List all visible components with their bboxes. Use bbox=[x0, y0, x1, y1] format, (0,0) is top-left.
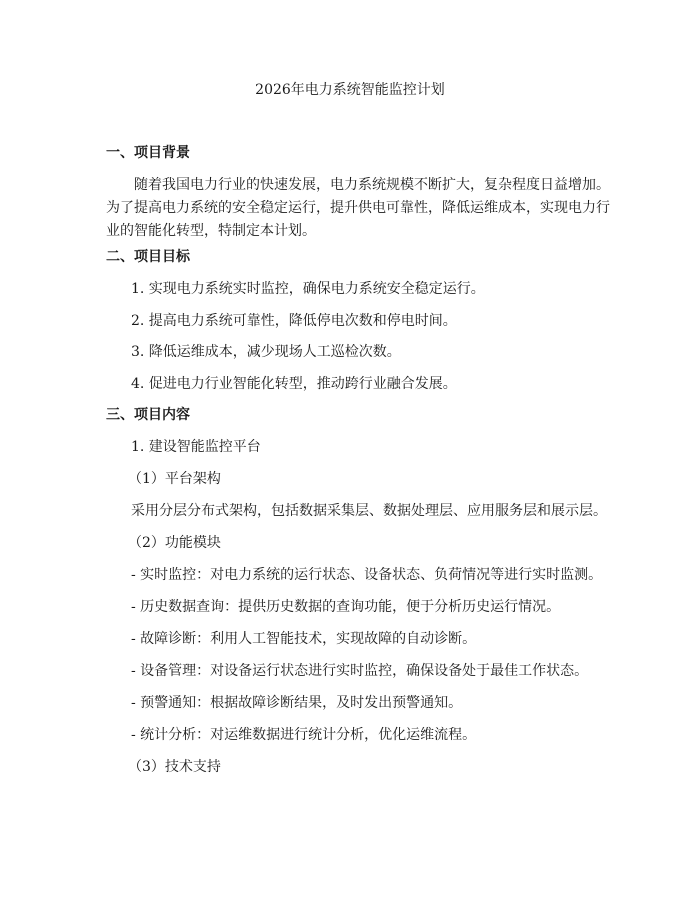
goal-item: 4. 促进电力行业智能化转型，推动跨行业融合发展。 bbox=[131, 376, 457, 392]
section-heading-goals: 二、项目目标 bbox=[106, 249, 190, 265]
architecture-text: 采用分层分布式架构，包括数据采集层、数据处理层、应用服务层和展示层。 bbox=[131, 503, 607, 519]
goal-item: 1. 实现电力系统实时监控，确保电力系统安全稳定运行。 bbox=[131, 281, 485, 297]
module-item: - 历史数据查询：提供历史数据的查询功能，便于分析历史运行情况。 bbox=[131, 599, 561, 615]
module-item: - 实时监控：对电力系统的运行状态、设备状态、负荷情况等进行实时监测。 bbox=[131, 567, 603, 583]
section-heading-background: 一、项目背景 bbox=[106, 145, 190, 161]
paragraph-line: 为了提高电力系统的安全稳定运行，提升供电可靠性，降低运维成本，实现电力行 bbox=[106, 200, 610, 216]
subsubsection-label: （1）平台架构 bbox=[128, 471, 221, 487]
subsubsection-label: （2）功能模块 bbox=[128, 535, 221, 551]
subsection-heading: 1. 建设智能监控平台 bbox=[131, 439, 261, 455]
module-item: - 设备管理：对设备运行状态进行实时监控，确保设备处于最佳工作状态。 bbox=[131, 663, 589, 679]
goal-item: 2. 提高电力系统可靠性，降低停电次数和停电时间。 bbox=[131, 313, 457, 329]
document-title: 2026年电力系统智能监控计划 bbox=[255, 82, 445, 98]
module-item: - 故障诊断：利用人工智能技术，实现故障的自动诊断。 bbox=[131, 631, 477, 647]
module-item: - 预警通知：根据故障诊断结果，及时发出预警通知。 bbox=[131, 695, 463, 711]
subsubsection-label: （3）技术支持 bbox=[128, 759, 221, 775]
goal-item: 3. 降低运维成本，减少现场人工巡检次数。 bbox=[131, 344, 401, 360]
paragraph-line: 随着我国电力行业的快速发展，电力系统规模不断扩大，复杂程度日益增加。 bbox=[106, 177, 610, 193]
section-heading-content: 三、项目内容 bbox=[106, 407, 190, 423]
module-item: - 统计分析：对运维数据进行统计分析，优化运维流程。 bbox=[131, 727, 477, 743]
paragraph-line: 业的智能化转型，特制定本计划。 bbox=[106, 223, 316, 239]
background-paragraph bbox=[106, 174, 610, 243]
